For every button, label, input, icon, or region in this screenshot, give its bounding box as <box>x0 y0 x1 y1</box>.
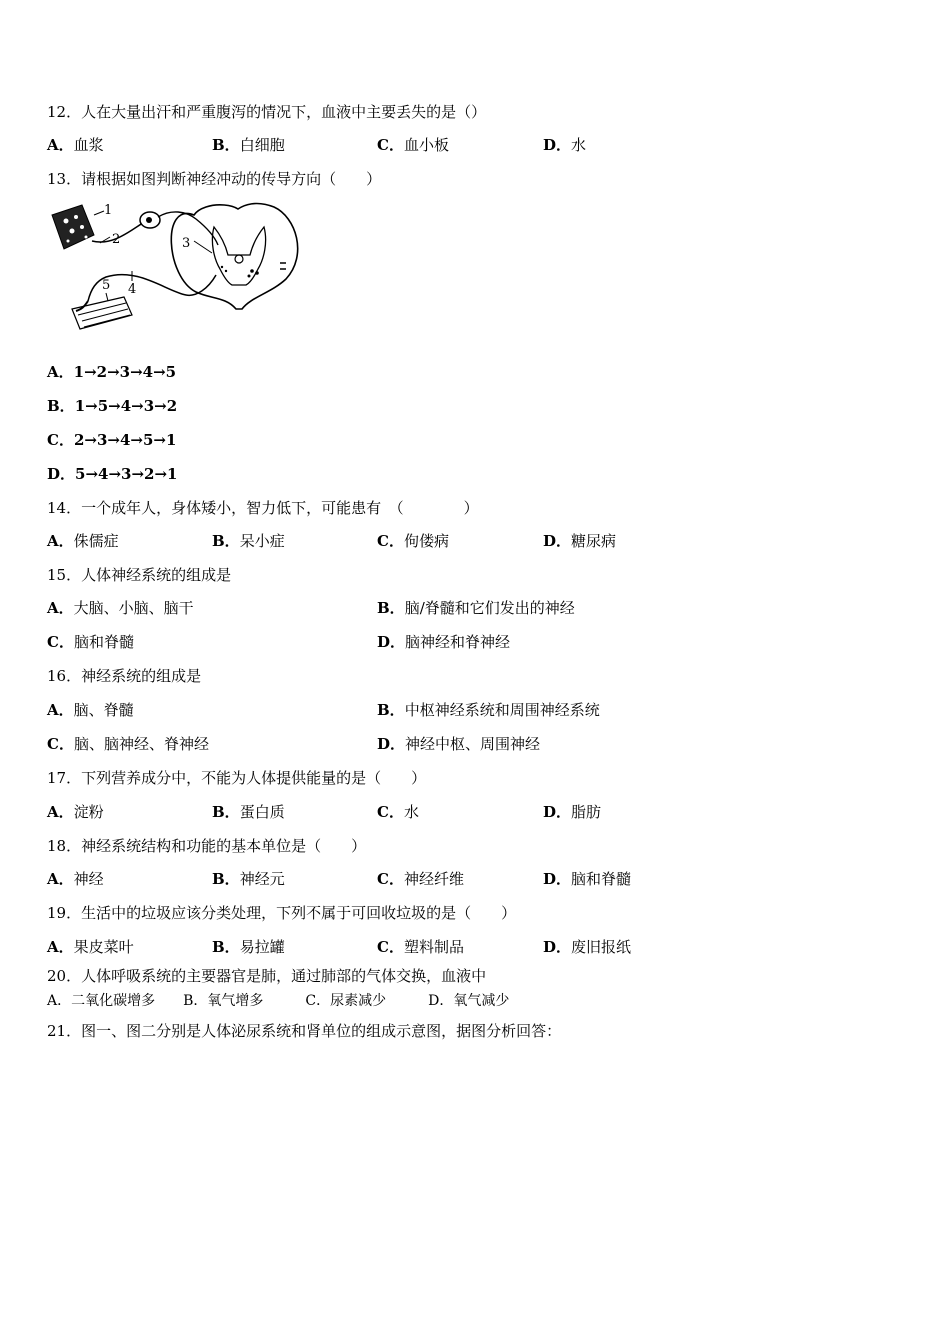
option-text: 脑、脑神经、脊神经 <box>73 735 209 753</box>
q19-option-d[interactable] <box>543 937 631 957</box>
option-letter: C． <box>377 532 404 550</box>
label-2: 2 <box>112 232 121 247</box>
q12-option-a[interactable] <box>47 135 104 155</box>
q19-option-a[interactable] <box>47 937 134 957</box>
option-letter: D． <box>543 803 572 821</box>
q14-option-d[interactable] <box>543 531 616 551</box>
label-1: 1 <box>104 203 113 218</box>
option-letter: D． <box>47 465 76 483</box>
option-letter: D． <box>377 735 406 753</box>
question-18-stem: 18．神经系统结构和功能的基本单位是（ ） <box>47 837 367 855</box>
option-text: 血浆 <box>73 136 104 154</box>
option-text: 糖尿病 <box>571 532 617 550</box>
q12-option-b[interactable] <box>212 135 285 155</box>
option-text: 水 <box>403 803 419 821</box>
option-text: 果皮菜叶 <box>73 938 134 956</box>
q16-option-c[interactable] <box>47 734 209 754</box>
option-text: 神经中枢、周围神经 <box>405 735 541 753</box>
option-text: 塑料制品 <box>403 938 464 956</box>
option-text: 水 <box>571 136 587 154</box>
q14-option-a[interactable] <box>47 531 119 551</box>
q15-option-a[interactable] <box>47 598 194 618</box>
q19-option-b[interactable] <box>212 937 285 957</box>
option-text: 1→5→4→3→2 <box>74 397 178 415</box>
option-letter: B． <box>212 532 240 550</box>
option-text: 脑神经和脊神经 <box>405 633 511 651</box>
option-letter: A． <box>47 938 74 956</box>
option-text: 神经 <box>73 870 104 888</box>
option-letter: C． <box>47 735 74 753</box>
option-letter: B． <box>377 701 405 719</box>
question-14-stem: 14．一个成年人，身体矮小，智力低下，可能患有 （ ） <box>47 499 479 517</box>
option-letter: A． <box>47 532 74 550</box>
option-letter: B． <box>212 803 240 821</box>
option-text: 脑、脊髓 <box>73 701 134 719</box>
option-letter: C． <box>47 431 74 449</box>
option-letter: C． <box>377 803 404 821</box>
option-text: 中枢神经系统和周围神经系统 <box>404 701 600 719</box>
q19-option-c[interactable] <box>377 937 464 957</box>
q18-option-c[interactable] <box>377 869 464 889</box>
option-letter: D． <box>543 938 572 956</box>
q12-option-c[interactable] <box>377 135 449 155</box>
option-text: 神经纤维 <box>403 870 464 888</box>
question-13-stem: 13．请根据如图判断神经冲动的传导方向（ ） <box>47 170 382 188</box>
q18-option-d[interactable] <box>543 869 631 889</box>
question-12-stem: 12．人在大量出汗和严重腹泻的情况下，血液中主要丢失的是（） <box>47 103 487 121</box>
option-letter: B． <box>377 599 405 617</box>
option-letter: A． <box>47 701 74 719</box>
q17-option-d[interactable] <box>543 802 601 822</box>
option-text: 神经元 <box>239 870 285 888</box>
q16-option-b[interactable] <box>377 700 600 720</box>
option-letter: A． <box>47 363 74 381</box>
option-letter: C． <box>377 136 404 154</box>
q17-option-c[interactable] <box>377 802 419 822</box>
option-letter: B． <box>212 938 240 956</box>
question-21-stem: 21．图一、图二分别是人体泌尿系统和肾单位的组成示意图，据图分析回答： <box>47 1022 562 1040</box>
option-letter: B． <box>47 397 75 415</box>
option-text: 脂肪 <box>571 803 602 821</box>
option-text: 2→3→4→5→1 <box>73 431 177 449</box>
q16-option-d[interactable] <box>377 734 540 754</box>
option-letter: C． <box>47 633 74 651</box>
q13-option-a[interactable] <box>47 362 176 382</box>
option-letter: B． <box>212 870 240 888</box>
option-text: 5→4→3→2→1 <box>75 465 178 483</box>
label-5: 5 <box>102 278 111 293</box>
option-letter: A． <box>47 136 74 154</box>
question-16-stem: 16．神经系统的组成是 <box>47 667 202 685</box>
q18-option-a[interactable] <box>47 869 104 889</box>
question-19-stem: 19．生活中的垃圾应该分类处理，下列不属于可回收垃圾的是（ ） <box>47 904 517 922</box>
q17-option-a[interactable] <box>47 802 104 822</box>
q13-option-c[interactable] <box>47 430 176 450</box>
option-text: 脑和脊髓 <box>571 870 632 888</box>
option-letter: A． <box>47 803 74 821</box>
label-4: 4 <box>128 282 137 297</box>
q20-options-line[interactable]: A．二氧化碳增多 B．氧气增多 C．尿素减少 D．氧气减少 <box>47 993 510 1009</box>
receptor-skin-block <box>52 205 94 249</box>
q15-option-d[interactable] <box>377 632 510 652</box>
q15-option-b[interactable] <box>377 598 575 618</box>
reflex-arc-figure <box>46 197 306 342</box>
q14-option-c[interactable] <box>377 531 449 551</box>
option-letter: A． <box>47 870 74 888</box>
option-text: 佝偻病 <box>403 532 449 550</box>
option-text: 侏儒症 <box>73 532 119 550</box>
option-letter: A． <box>47 599 74 617</box>
option-text: 血小板 <box>403 136 449 154</box>
option-text: 大脑、小脑、脑干 <box>73 599 194 617</box>
option-text: 淀粉 <box>73 803 104 821</box>
q18-option-b[interactable] <box>212 869 285 889</box>
option-letter: D． <box>543 870 572 888</box>
option-text: 易拉罐 <box>239 938 285 956</box>
effector-muscle <box>72 297 132 329</box>
question-20-stem: 20．人体呼吸系统的主要器官是肺，通过肺部的气体交换，血液中 <box>47 967 487 985</box>
option-text: 蛋白质 <box>239 803 285 821</box>
question-17-stem: 17．下列营养成分中，不能为人体提供能量的是（ ） <box>47 769 427 787</box>
option-text: 呆小症 <box>239 532 285 550</box>
spinal-cord-outline <box>171 203 297 309</box>
label-3: 3 <box>182 236 191 251</box>
option-letter: D． <box>377 633 406 651</box>
question-15-stem: 15．人体神经系统的组成是 <box>47 566 232 584</box>
q15-option-c[interactable] <box>47 632 134 652</box>
option-text: 废旧报纸 <box>571 938 632 956</box>
q12-option-d[interactable] <box>543 135 586 155</box>
option-text: 脑/脊髓和它们发出的神经 <box>404 599 575 617</box>
q16-option-a[interactable] <box>47 700 134 720</box>
option-text: 白细胞 <box>239 136 285 154</box>
q14-option-b[interactable] <box>212 531 285 551</box>
option-letter: C． <box>377 870 404 888</box>
option-text: 脑和脊髓 <box>73 633 134 651</box>
option-letter: D． <box>543 136 572 154</box>
option-letter: D． <box>543 532 572 550</box>
option-text: 1→2→3→4→5 <box>73 363 177 381</box>
q13-option-b[interactable] <box>47 396 177 416</box>
option-letter: B． <box>212 136 240 154</box>
option-letter: C． <box>377 938 404 956</box>
q17-option-b[interactable] <box>212 802 285 822</box>
q13-option-d[interactable] <box>47 464 177 484</box>
